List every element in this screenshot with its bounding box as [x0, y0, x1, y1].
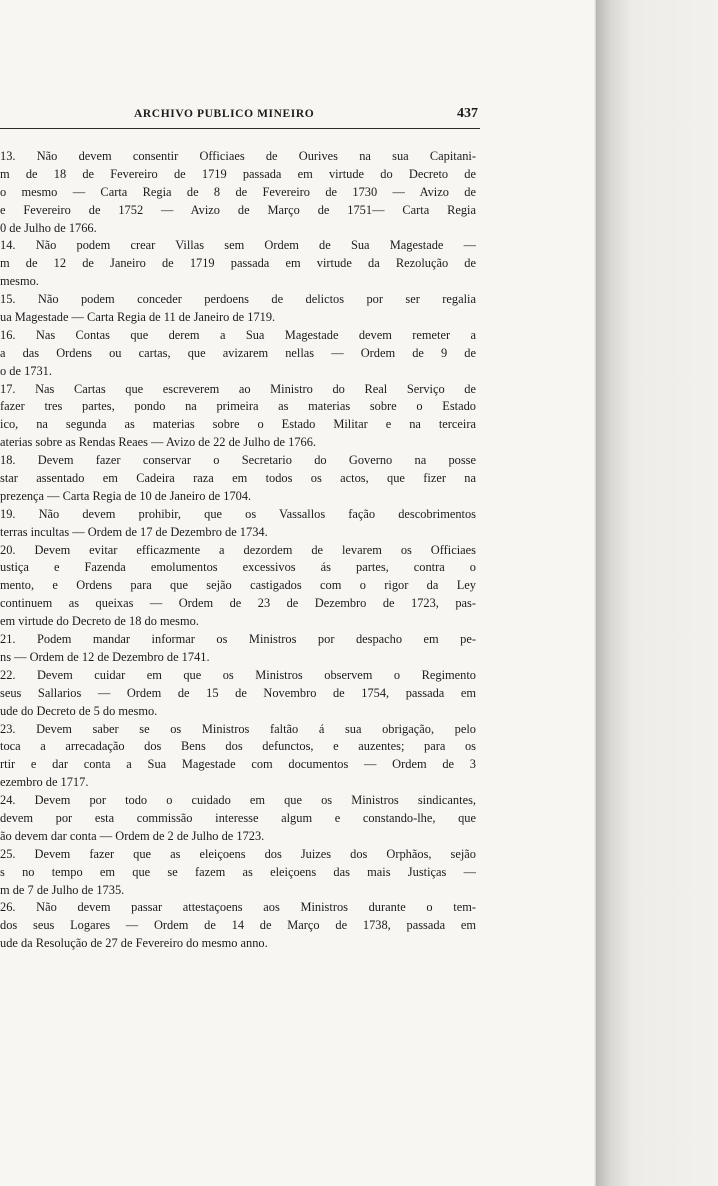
- text-line: 18. Devem fazer conservar o Secretario do Governo na posse: [0, 453, 476, 468]
- text-line: ustiça e Fazenda emolumentos excessivos ás partes, contra o: [0, 560, 476, 575]
- text-line: ezembro de 1717.: [0, 775, 89, 790]
- text-line: ão devem dar conta — Ordem de 2 de Julho de 1723.: [0, 828, 265, 843]
- text-line: ude da Resolução de 27 de Fevereiro do mesmo anno.: [0, 936, 268, 951]
- text-line: o de 1731.: [0, 363, 52, 378]
- text-line: toca a arrecadação dos Bens dos defunctos, e auzentes; para os: [0, 739, 476, 754]
- text-line: a das Ordens ou cartas, que avizarem nellas — Ordem de 9 de: [0, 345, 476, 360]
- text-line: seus Sallarios — Ordem de 15 de Novembro de 1754, passada em: [0, 685, 476, 700]
- text-line: ico, na segunda as materias sobre o Estado Militar e na terceira: [0, 417, 476, 432]
- text-line: 26. Não devem passar attestaçoens aos Ministros durante o tem-: [0, 900, 476, 915]
- running-title: ARCHIVO PUBLICO MINEIRO: [134, 108, 315, 120]
- text-line: continuem as queixas — Ordem de 23 de Dezembro de 1723, pas-: [0, 596, 476, 611]
- text-line: 23. Devem saber se os Ministros faltão á sua obrigação, pelo: [0, 721, 476, 736]
- text-line: ua Magestade — Carta Regia de 11 de Janeiro de 1719.: [0, 310, 276, 325]
- text-line: 22. Devem cuidar em que os Ministros observem o Regimento: [0, 667, 476, 682]
- body-text: [0, 148, 476, 953]
- text-line: m de 18 de Fevereiro de 1719 passada em virtude do Decreto de: [0, 166, 476, 181]
- text-line: 17. Nas Cartas que escreverem ao Ministro do Real Serviço de: [0, 381, 476, 396]
- text-line: 0 de Julho de 1766.: [0, 220, 97, 235]
- text-line: dos seus Logares — Ordem de 14 de Março de 1738, passada em: [0, 918, 476, 933]
- text-line: ns — Ordem de 12 de Dezembro de 1741.: [0, 649, 210, 664]
- page-number: 437: [457, 106, 478, 121]
- text-line: 13. Não devem consentir Officiaes de Ourives na sua Capitani-: [0, 149, 476, 163]
- text-line: prezença — Carta Regia de 10 de Janeiro de 1704.: [0, 488, 252, 503]
- header-rule: [0, 128, 480, 129]
- text-line: e Fevereiro de 1752 — Avizo de Março de 1751— Carta Regia: [0, 202, 476, 217]
- text-line: 14. Não podem crear Villas sem Ordem de Sua Magestade —: [0, 238, 476, 253]
- text-line: aterias sobre as Rendas Reaes — Avizo de 22 de Julho de 1766.: [0, 435, 316, 450]
- text-line: 25. Devem fazer que as eleiçoens dos Juizes dos Orphãos, sejão: [0, 846, 476, 861]
- text-line: mento, e Ordens para que sejão castigados com o rigor da Ley: [0, 578, 476, 593]
- text-line: s no tempo em que se fazem as eleiçoens das mais Justiças —: [0, 864, 476, 879]
- page-header: [0, 106, 478, 126]
- text-line: 21. Podem mandar informar os Ministros por despacho em pe-: [0, 632, 476, 647]
- text-line: 24. Devem por todo o cuidado em que os Ministros sindicantes,: [0, 793, 476, 808]
- text-line: 20. Devem evitar efficazmente a dezordem de levarem os Officiaes: [0, 542, 476, 557]
- text-line: m de 7 de Julho de 1735.: [0, 882, 125, 897]
- book-gutter: [596, 0, 718, 1186]
- text-line: fazer tres partes, pondo na primeira as materias sobre o Estado: [0, 399, 476, 414]
- text-line: o mesmo — Carta Regia de 8 de Fevereiro de 1730 — Avizo de: [0, 184, 476, 199]
- text-line: terras incultas — Ordem de 17 de Dezembro de 1734.: [0, 524, 268, 539]
- text-line: m de 12 de Janeiro de 1719 passada em virtude da Rezolução de: [0, 256, 476, 271]
- text-line: em virtude do Decreto de 18 do mesmo.: [0, 614, 199, 629]
- text-line: 15. Não podem conceder perdoens de delictos por ser regalia: [0, 292, 476, 307]
- text-line: 16. Nas Contas que derem a Sua Magestade devem remeter a: [0, 327, 476, 342]
- text-line: ude do Decreto de 5 do mesmo.: [0, 703, 158, 718]
- text-line: rtir e dar conta a Sua Magestade com documentos — Ordem de 3: [0, 757, 476, 772]
- text-line: star assentado em Cadeira raza em todos os actos, que fizer na: [0, 471, 476, 486]
- text-line: devem por esta commissão interesse algum e constando-lhe, que: [0, 810, 476, 825]
- text-line: mesmo.: [0, 274, 39, 289]
- text-line: 19. Não devem prohibir, que os Vassallos fação descobrimentos: [0, 506, 476, 521]
